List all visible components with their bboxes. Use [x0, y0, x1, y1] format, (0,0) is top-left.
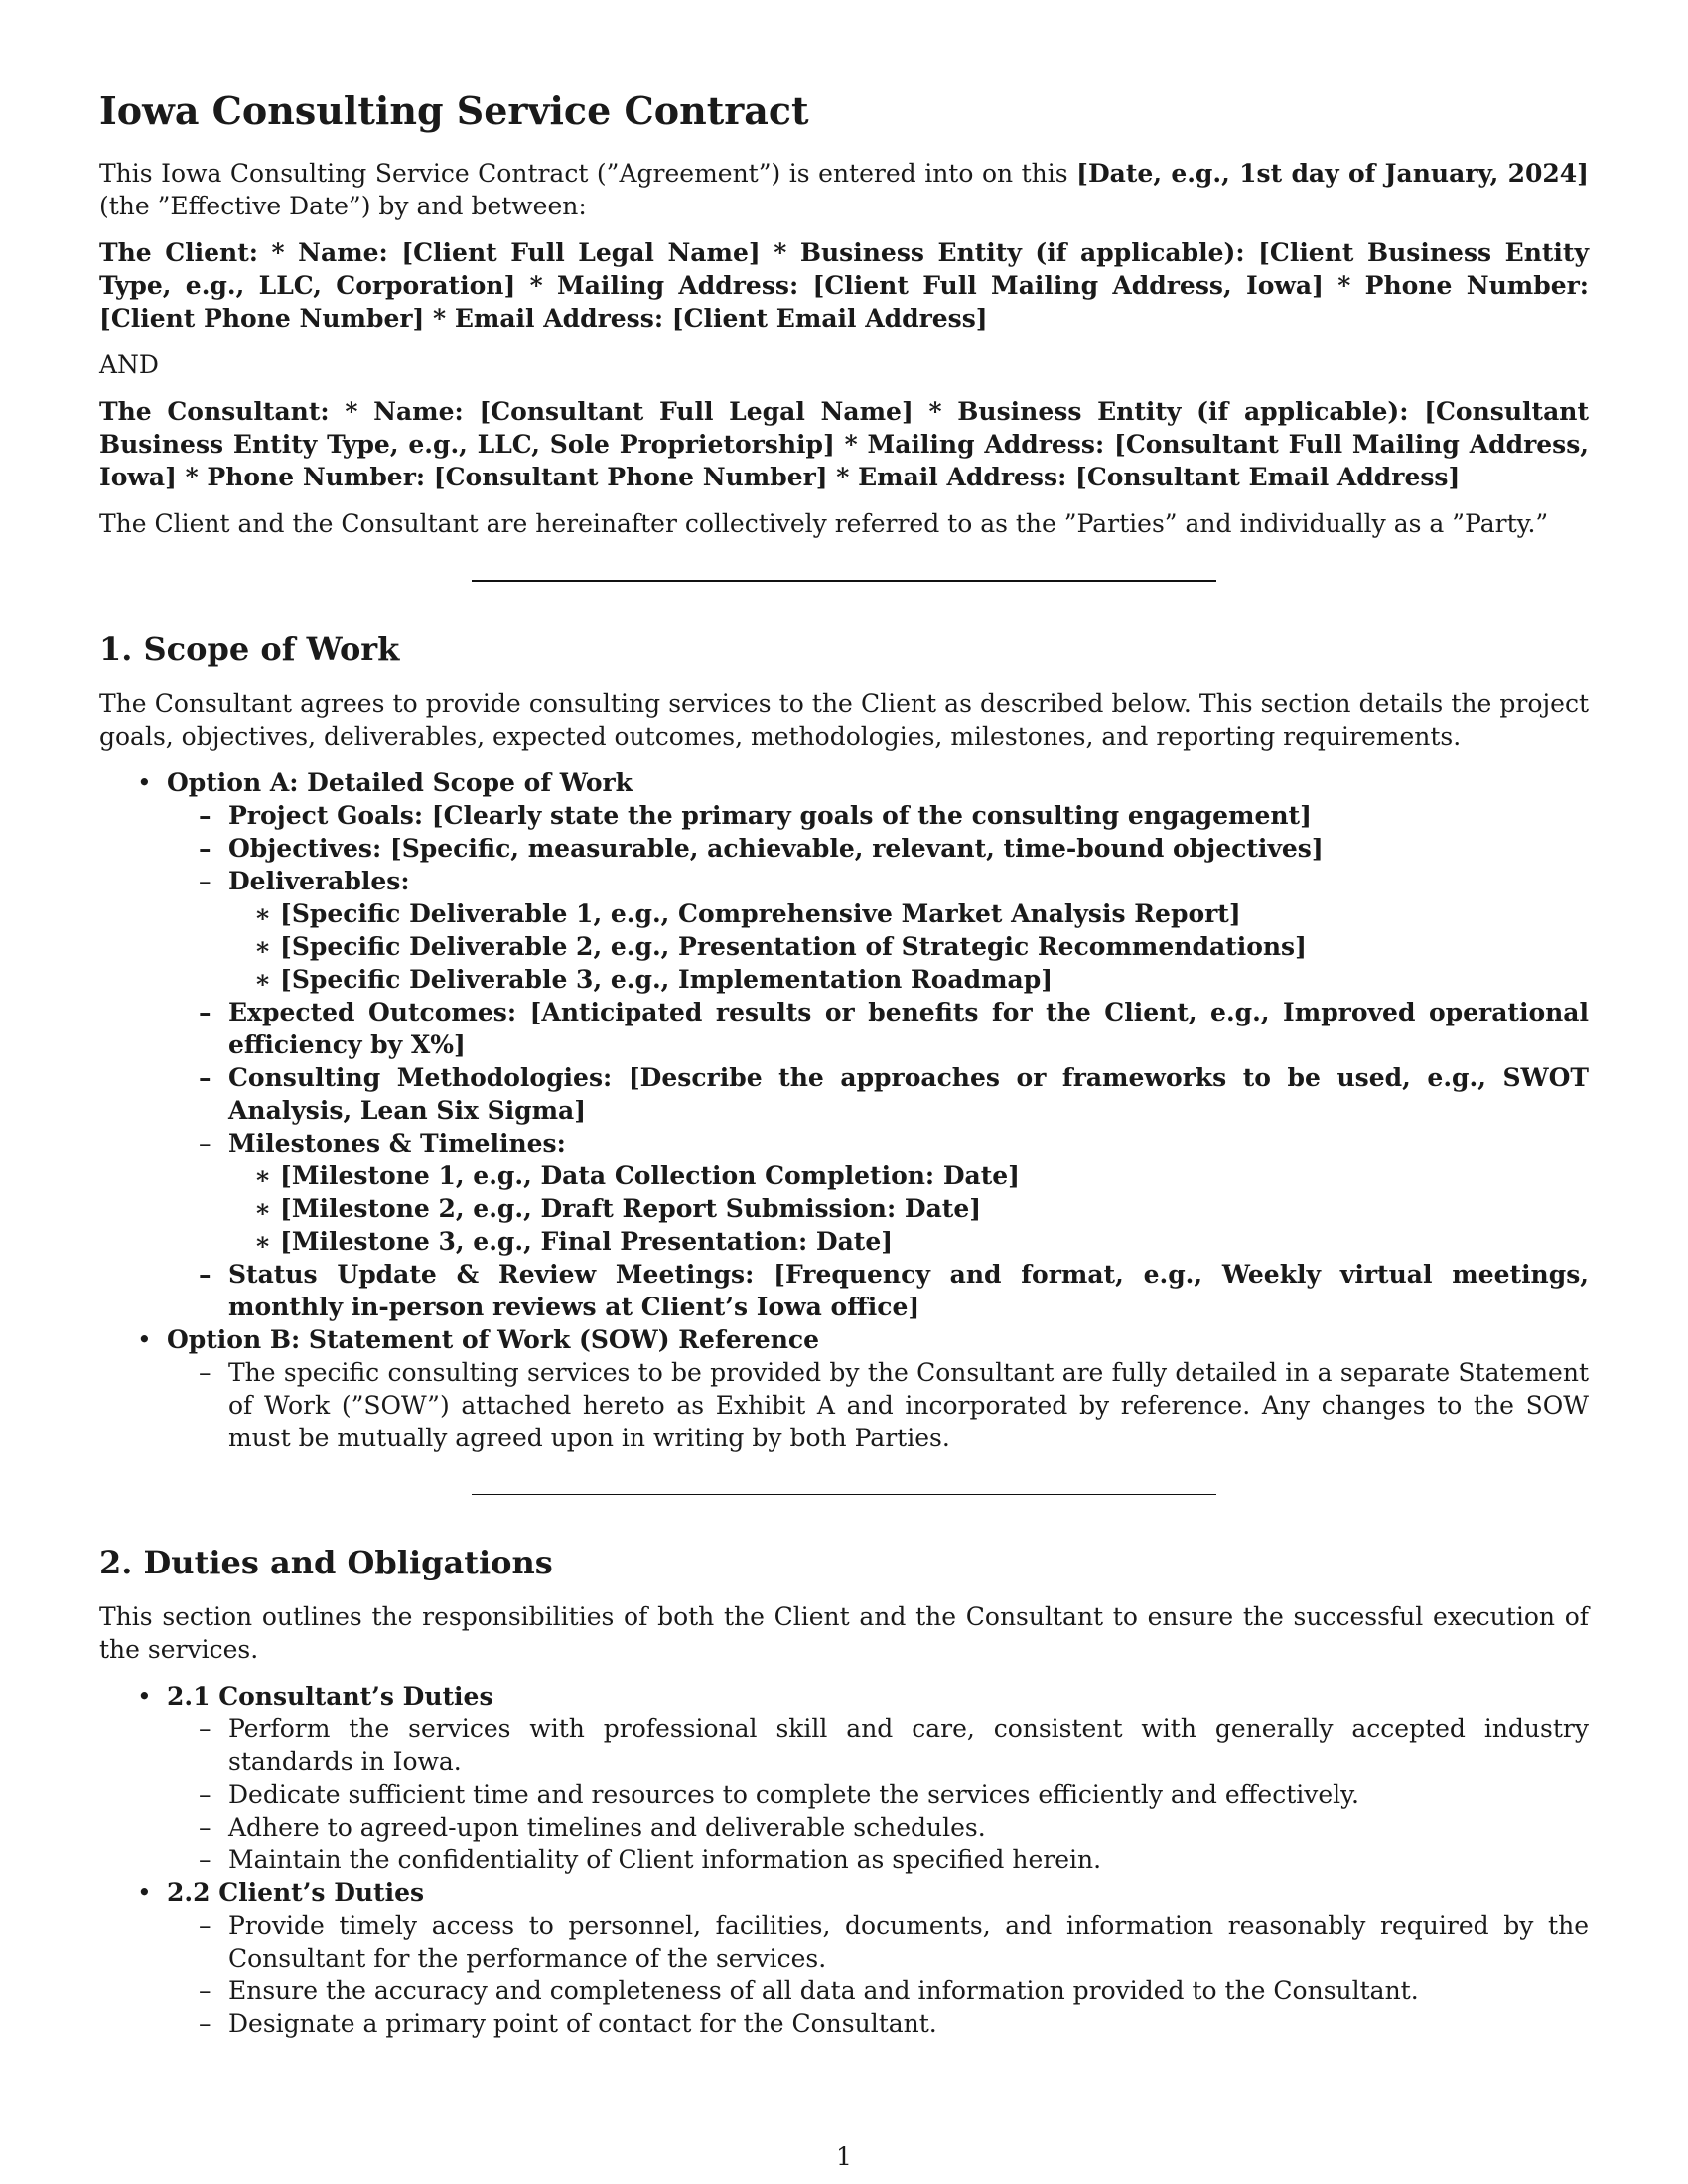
intro-paragraph [99, 157, 1589, 222]
section1-heading: 1. Scope of Work [99, 630, 400, 668]
duty-item: – Ensure the accuracy and completeness of all data and information provided to the Consultant. [99, 1975, 1589, 2007]
deliverable-item: ∗ [Specific Deliverable 3, e.g., Implementation Roadmap] [99, 963, 1589, 996]
scope-options-list [99, 766, 1589, 1454]
section2-heading: 2. Duties and Obligations [99, 1544, 553, 1581]
deliverables-label: Deliverables: [228, 867, 410, 895]
option-b-label: Option B: Statement of Work (SOW) Reference [167, 1325, 819, 1354]
document-title: Iowa Consulting Service Contract [99, 88, 809, 133]
milestones [99, 1127, 1589, 1258]
section2-intro: This section outlines the responsibilities of both the Client and the Consultant to ensure the successful execution of the services. [99, 1602, 1589, 1664]
client-duties-label: 2.2 Client’s Duties [167, 1878, 425, 1907]
parties-text: The Client and the Consultant are hereinafter collectively referred to as the ”Parties” and individually as a ”Party.” [99, 509, 1549, 538]
sow-reference-text: – The specific consulting services to be provided by the Consultant are fully detailed in a separate Statement of Work (”SOW”) attached hereto as Exhibit A and incorporated by reference. Any changes to the SOW must be mutually agreed upon in writing by both Parties. [99, 1356, 1589, 1454]
intro-pre: This Iowa Consulting Service Contract (”Agreement”) is entered into on this [99, 159, 1068, 188]
expected-outcomes: – Expected Outcomes: [Anticipated results or benefits for the Client, e.g., Improved operational efficiency by X%] [99, 996, 1589, 1061]
deliverable-item: ∗ [Specific Deliverable 1, e.g., Comprehensive Market Analysis Report] [99, 897, 1589, 930]
milestone-item: ∗ [Milestone 1, e.g., Data Collection Completion: Date] [99, 1160, 1589, 1192]
duty-item: – Designate a primary point of contact for the Consultant. [99, 2007, 1589, 2040]
objectives: – Objectives: [Specific, measurable, achievable, relevant, time-bound objectives] [99, 832, 1589, 865]
status-meetings: – Status Update & Review Meetings: [Frequency and format, e.g., Weekly virtual meetings, monthly in-person reviews at Client’s Iowa office] [99, 1258, 1589, 1323]
methodologies: – Consulting Methodologies: [Describe the approaches or frameworks to be used, e.g., SWOT Analysis, Lean Six Sigma] [99, 1061, 1589, 1127]
and-text: AND [99, 350, 159, 379]
client-block: The Client: * Name: [Client Full Legal Name] * Business Entity (if applicable): [Client Business Entity Type, e.g., LLC, Corporation] * Mailing Address: [Client Full Mailing Address, Iowa] * Phone Number: [Client Phone Number] * Email Address: [Client Email Address] [99, 238, 1589, 333]
option-b [99, 1323, 1589, 1454]
duty-item: – Perform the services with professional skill and care, consistent with generally accepted industry standards in Iowa. [99, 1712, 1589, 1778]
duty-item: – Provide timely access to personnel, facilities, documents, and information reasonably required by the Consultant for the performance of the services. [99, 1909, 1589, 1975]
duty-item: – Dedicate sufficient time and resources to complete the services efficiently and effectively. [99, 1778, 1589, 1811]
divider [472, 580, 1216, 582]
option-a [99, 766, 1589, 1323]
milestone-item: ∗ [Milestone 2, e.g., Draft Report Submission: Date] [99, 1192, 1589, 1225]
deliverables [99, 865, 1589, 996]
duties-list [99, 1680, 1589, 2040]
intro-post: (the ”Effective Date”) by and between: [99, 192, 587, 220]
date-placeholder: [Date, e.g., 1st day of January, 2024] [1076, 159, 1589, 188]
option-a-label: Option A: Detailed Scope of Work [167, 768, 633, 797]
contract-page [99, 87, 1589, 2040]
page-number: 1 [836, 2142, 852, 2171]
duty-item: – Maintain the confidentiality of Client information as specified herein. [99, 1843, 1589, 1876]
deliverable-item: ∗ [Specific Deliverable 2, e.g., Presentation of Strategic Recommendations] [99, 930, 1589, 963]
milestones-label: Milestones & Timelines: [228, 1129, 566, 1158]
client-duties [99, 1876, 1589, 2040]
duty-item: – Adhere to agreed-upon timelines and deliverable schedules. [99, 1811, 1589, 1843]
project-goals: – Project Goals: [Clearly state the primary goals of the consulting engagement] [99, 799, 1589, 832]
divider [472, 1494, 1216, 1495]
consultant-duties-label: 2.1 Consultant’s Duties [167, 1682, 493, 1710]
section1-intro: The Consultant agrees to provide consulting services to the Client as described below. This section details the project goals, objectives, deliverables, expected outcomes, methodologies, milestones, and reporting requirements. [99, 689, 1589, 751]
consultant-duties [99, 1680, 1589, 1876]
milestone-item: ∗ [Milestone 3, e.g., Final Presentation: Date] [99, 1225, 1589, 1258]
consultant-block: The Consultant: * Name: [Consultant Full Legal Name] * Business Entity (if applicable): [Consultant Business Entity Type, e.g., LLC, Sole Proprietorship] * Mailing Address: [Consultant Full Mailing Address, Iowa] * Phone Number: [Consultant Phone Number] * Email Address: [Consultant Email Address] [99, 397, 1589, 491]
